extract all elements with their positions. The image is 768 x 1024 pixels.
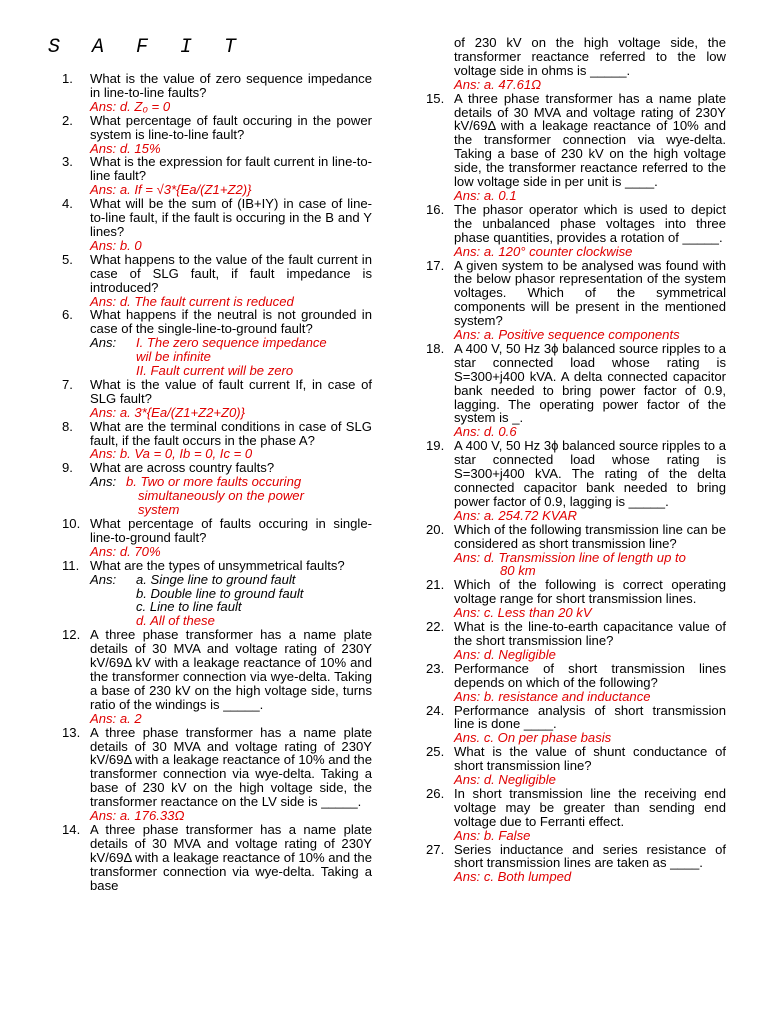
- answer-line: I. The zero sequence impedance: [136, 335, 327, 351]
- question-number: 18.: [426, 340, 445, 356]
- question-15: [426, 92, 726, 203]
- answer-text: Ans: d. Negligible: [454, 772, 556, 788]
- question-text: A three phase transformer has a name plate details of 30 MVA and voltage rating of 230Y kV/69Δ kV with a leakage reactance of 10% and the transformer connection via wye-delta. Taking a base of 230 kV on the high voltage side, turns ratio of the windings is _____.: [90, 627, 372, 712]
- question-number: 2.: [62, 112, 73, 128]
- question-14-continued: [426, 36, 726, 92]
- question-text: A three phase transformer has a name plate details of 30 MVA and voltage rating of 230Y kV/69Δ with a leakage reactance of 10% and the transformer connection via wye-delta. Taking a base: [90, 821, 372, 893]
- answer-text: Ans: d. 70%: [90, 543, 161, 559]
- answer-line: a. Singe line to ground fault: [136, 571, 296, 587]
- question-8: [62, 420, 372, 462]
- question-number: 12.: [62, 627, 81, 643]
- question-12: [62, 628, 372, 725]
- answer-text: Ans: a. 120° counter clockwise: [454, 243, 633, 259]
- answer-text: Ans: d. Z₀ = 0: [90, 98, 171, 114]
- question-text: Which of the following is correct operating voltage range for short transmission lines.: [454, 577, 726, 607]
- question-text: What is the expression for fault current in line-to-line fault?: [90, 154, 372, 184]
- question-text: What is the value of shunt conductance of short transmission line?: [454, 744, 726, 774]
- answer-text: Ans: c. Both lumped: [454, 869, 572, 885]
- question-number: 20.: [426, 521, 445, 537]
- question-3: [62, 155, 372, 197]
- question-number: 14.: [62, 821, 81, 837]
- answer-line: c. Line to line fault: [136, 599, 242, 615]
- question-number: 10.: [62, 516, 81, 531]
- question-number: 27.: [426, 841, 445, 857]
- answer-text: Ans: a. 254.72 KVAR: [454, 507, 578, 523]
- answer-text: Ans: b. False: [454, 827, 531, 843]
- answer-text: Ans: b. resistance and inductance: [454, 688, 651, 704]
- question-text: Series inductance and series resistance of short transmission lines are taken as ____.: [454, 841, 726, 871]
- answer-text: Ans: a. Positive sequence components: [454, 327, 680, 343]
- question-text: What is the line-to-earth capacitance value of the short transmission line?: [454, 619, 726, 648]
- answer-text: Ans: a. 0.1: [454, 187, 517, 203]
- left-column: [62, 72, 372, 892]
- answer-text: Ans: d. Negligible: [454, 646, 556, 662]
- answer-text: Ans: d. The fault current is reduced: [90, 293, 294, 309]
- question-text: What will be the sum of (IB+IY) in case of line-to-line fault, if the fault is occuring in the B and Y lines?: [90, 196, 372, 239]
- question-27: [426, 843, 726, 885]
- question-text: Performance of short transmission lines depends on which of the following?: [454, 660, 726, 690]
- question-number: 25.: [426, 744, 445, 760]
- question-2: [62, 114, 372, 156]
- question-text: What happens to the value of the fault current in case of SLG fault, if fault impedance is introduced?: [90, 251, 372, 295]
- question-14: [62, 823, 372, 893]
- question-4: [62, 197, 372, 253]
- question-18: [426, 342, 726, 439]
- question-text: In short transmission line the receiving end voltage may be greater than sending end voltage due to Ferranti effect.: [454, 785, 726, 829]
- answer-line: wil be infinite: [136, 349, 211, 365]
- answer-line: II. Fault current will be zero: [136, 363, 294, 379]
- question-26: [426, 787, 726, 843]
- document-title: S A F I T: [48, 36, 247, 59]
- answer-block: [90, 475, 372, 517]
- question-11: [62, 559, 372, 629]
- question-number: 21.: [426, 577, 445, 593]
- question-13: [62, 726, 372, 823]
- answer-text: Ans: a. If = √3*{Ea/(Z1+Z2)}: [90, 182, 252, 198]
- question-number: 15.: [426, 90, 445, 106]
- answer-text: Ans: d. 15%: [90, 140, 161, 156]
- question-24: [426, 704, 726, 746]
- question-23: [426, 662, 726, 704]
- question-number: 9.: [62, 460, 73, 476]
- question-text: What is the value of zero sequence impedance in line-to-line faults?: [90, 71, 372, 100]
- question-number: 5.: [62, 251, 73, 267]
- question-text: What are the types of unsymmetrical faults?: [90, 557, 345, 573]
- question-number: 22.: [426, 619, 445, 635]
- answer-text: Ans: c. Less than 20 kV: [454, 605, 592, 621]
- question-text: A 400 V, 50 Hz 3ϕ balanced source ripples to a star connected load whose rating is S=300+j400 kVA. The rating of the delta connected capacitor bank needed to bring power factor of 0.9, lagging is _____.: [454, 438, 726, 509]
- question-number: 1.: [62, 71, 73, 86]
- question-17: [426, 259, 726, 342]
- answer-text: Ans: d. 0.6: [454, 424, 517, 440]
- question-5: [62, 253, 372, 309]
- question-number: 26.: [426, 785, 445, 801]
- question-number: 23.: [426, 660, 445, 676]
- answer-text: Ans: a. 3*{Ea/(Z1+Z2+Z0)}: [90, 404, 246, 420]
- question-number: 11.: [62, 557, 80, 573]
- question-number: 3.: [62, 154, 73, 170]
- question-number: 8.: [62, 418, 73, 434]
- question-text: A 400 V, 50 Hz 3ϕ balanced source ripples to a star connected load whose rating is S=300+j400 kVA. A delta connected capacitor bank needed to bring power factor of 0.9, lagging. The operating power factor of the system is _.: [454, 340, 726, 426]
- answer-text: Ans. c. On per phase basis: [454, 730, 612, 746]
- answer-label: Ans:: [90, 335, 117, 351]
- answer-line: system: [138, 502, 180, 518]
- question-text: A given system to be analysed was found with the below phasor representation of the system voltages. Which of the symmetrical components will be present in the mentioned system?: [454, 257, 726, 329]
- question-25: [426, 745, 726, 787]
- question-text: Performance analysis of short transmission line is done ____.: [454, 702, 726, 732]
- question-number: 4.: [62, 196, 73, 212]
- answer-text: Ans: d. Transmission line of length up to: [454, 549, 686, 565]
- answer-line: b. Two or more faults occuring: [126, 474, 302, 490]
- question-text: What percentage of faults occuring in single-line-to-ground fault?: [90, 516, 372, 545]
- question-text: What percentage of fault occuring in the power system is line-to-line fault?: [90, 112, 372, 142]
- answer-line: simultaneously on the power: [138, 488, 304, 504]
- question-text: What are the terminal conditions in case of SLG fault, if the fault occurs in the phase A?: [90, 418, 372, 448]
- answer-text: Ans: a. 2: [90, 710, 142, 726]
- question-text: The phasor operator which is used to depict the unbalanced phase voltages into three phase quantities, provides a rotation of _____.: [454, 201, 726, 245]
- answer-text: Ans: a. 176.33Ω: [90, 808, 185, 824]
- question-text: of 230 kV on the high voltage side, the transformer reactance referred to the low voltage side in ohms is _____.: [454, 35, 726, 78]
- question-number: 13.: [62, 724, 81, 740]
- question-number: 6.: [62, 307, 73, 323]
- question-21: [426, 578, 726, 620]
- question-9: [62, 461, 372, 517]
- question-number: 17.: [426, 257, 445, 273]
- answer-text: 80 km: [500, 563, 536, 579]
- answer-text: Ans: b. 0: [90, 237, 142, 253]
- answer-label: Ans:: [90, 571, 117, 587]
- question-text: What happens if the neutral is not grounded in case of the single-line-to-ground fault?: [90, 307, 372, 337]
- question-6: [62, 308, 372, 378]
- answer-block: [90, 573, 372, 629]
- right-column: [426, 36, 726, 884]
- question-20: [426, 523, 726, 579]
- answer-line: b. Double line to ground fault: [136, 585, 304, 601]
- question-text: What are across country faults?: [90, 460, 275, 476]
- question-number: 7.: [62, 376, 73, 392]
- question-19: [426, 439, 726, 522]
- question-22: [426, 620, 726, 662]
- question-text: Which of the following transmission line can be considered as short transmission line?: [454, 521, 726, 551]
- question-text: A three phase transformer has a name plate details of 30 MVA and voltage rating of 230Y kV/69Δ with a leakage reactance of 10% and the transformer connection via wye-delta. Taking a base of 230 kV on the high voltage side, the transformer reactance on the LV side is _____.: [90, 724, 372, 810]
- question-number: 19.: [426, 438, 445, 454]
- answer-text: Ans: a. 47.61Ω: [454, 76, 542, 92]
- question-10: [62, 517, 372, 559]
- answer-label: Ans:: [90, 474, 117, 490]
- question-1: [62, 72, 372, 114]
- question-16: [426, 203, 726, 259]
- question-text: A three phase transformer has a name plate details of 30 MVA and voltage rating of 230Y kV/69Δ with a leakage reactance of 10% and the transformer connection via wye-delta. Taking a base of 230 kV on the high voltage side, the transformer reactance referred to the low voltage side in per unit is ____.: [454, 90, 726, 190]
- answer-text: Ans: b. Va = 0, Ib = 0, Ic = 0: [90, 446, 253, 462]
- answer-block: [90, 336, 372, 378]
- question-7: [62, 378, 372, 420]
- answer-line: d. All of these: [136, 613, 215, 629]
- question-text: What is the value of fault current If, in case of SLG fault?: [90, 376, 372, 406]
- question-number: 16.: [426, 201, 445, 217]
- question-number: 24.: [426, 702, 445, 718]
